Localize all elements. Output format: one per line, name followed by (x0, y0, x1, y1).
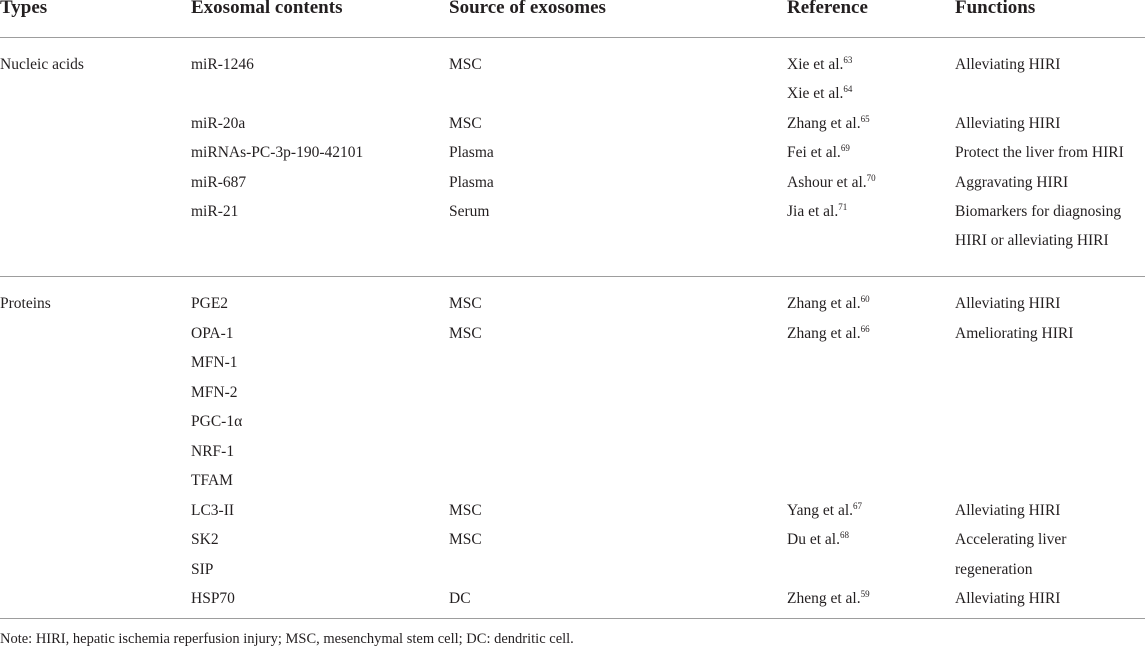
source-cell: DC (449, 590, 471, 607)
content-cell: SIP (191, 561, 214, 578)
bottom-rule (0, 618, 1145, 619)
content-cell: miR-20a (191, 115, 246, 132)
content-cell: OPA-1 (191, 325, 234, 342)
source-cell: Plasma (449, 144, 494, 161)
function-cell: Alleviating HIRI (955, 502, 1061, 519)
function-cell: Ameliorating HIRI (955, 325, 1074, 342)
reference-cell: Yang et al.$^{67}$ (787, 501, 863, 519)
content-cell: MFN-2 (191, 384, 238, 401)
function-cell: Alleviating HIRI (955, 295, 1061, 312)
content-cell: PGE2 (191, 295, 229, 312)
source-cell: MSC (449, 531, 482, 548)
function-cell: Alleviating HIRI (955, 590, 1061, 607)
content-cell: miR-21 (191, 203, 239, 220)
source-cell: MSC (449, 56, 482, 73)
content-cell: MFN-1 (191, 354, 238, 371)
reference-cell: Zheng et al.$^{59}$ (787, 589, 870, 607)
source-cell: Plasma (449, 174, 494, 191)
reference-cell: Zhang et al.$^{60}$ (787, 294, 870, 312)
reference-cell: Xie et al.$^{63}$ (787, 55, 853, 73)
source-cell: MSC (449, 115, 482, 132)
header-contents: Exosomal contents (191, 0, 343, 18)
source-cell: MSC (449, 502, 482, 519)
group-rule (0, 276, 1145, 277)
function-cell: Accelerating liver (955, 531, 1067, 548)
function-cell: Protect the liver from HIRI (955, 144, 1124, 161)
reference-cell: Zhang et al.$^{66}$ (787, 324, 870, 342)
table-note: Note: HIRI, hepatic ischemia reperfusion injury; MSC, mesenchymal stem cell; DC: dendritic cell. (0, 631, 574, 647)
group-type-proteins: Proteins (0, 295, 51, 312)
content-cell: HSP70 (191, 590, 235, 607)
header-reference: Reference (787, 0, 868, 18)
function-cell: HIRI or alleviating HIRI (955, 232, 1109, 249)
reference-cell: Ashour et al.$^{70}$ (787, 173, 876, 191)
function-cell: Aggravating HIRI (955, 174, 1069, 191)
header-rule (0, 37, 1145, 38)
reference-cell: Fei et al.$^{69}$ (787, 143, 850, 161)
content-cell: TFAM (191, 472, 233, 489)
reference-cell: Zhang et al.$^{65}$ (787, 114, 870, 132)
content-cell: miR-1246 (191, 56, 254, 73)
source-cell: MSC (449, 325, 482, 342)
content-cell: SK2 (191, 531, 219, 548)
content-cell: miR-687 (191, 174, 247, 191)
function-cell: regeneration (955, 561, 1033, 578)
content-cell: NRF-1 (191, 443, 235, 460)
content-cell: LC3-II (191, 502, 235, 519)
source-cell: Serum (449, 203, 490, 220)
header-functions: Functions (955, 0, 1036, 18)
group-type-nucleic-acids: Nucleic acids (0, 56, 84, 73)
source-cell: MSC (449, 295, 482, 312)
content-cell: miRNAs-PC-3p-190-42101 (191, 144, 364, 161)
function-cell: Biomarkers for diagnosing (955, 203, 1122, 220)
header-source: Source of exosomes (449, 0, 606, 18)
header-types: Types (0, 0, 48, 18)
reference-cell: Xie et al.$^{64}$ (787, 84, 853, 102)
reference-cell: Jia et al.$^{71}$ (787, 202, 848, 220)
content-cell: PGC-1α (191, 413, 243, 430)
function-cell: Alleviating HIRI (955, 115, 1061, 132)
reference-cell: Du et al.$^{68}$ (787, 530, 849, 548)
function-cell: Alleviating HIRI (955, 56, 1061, 73)
